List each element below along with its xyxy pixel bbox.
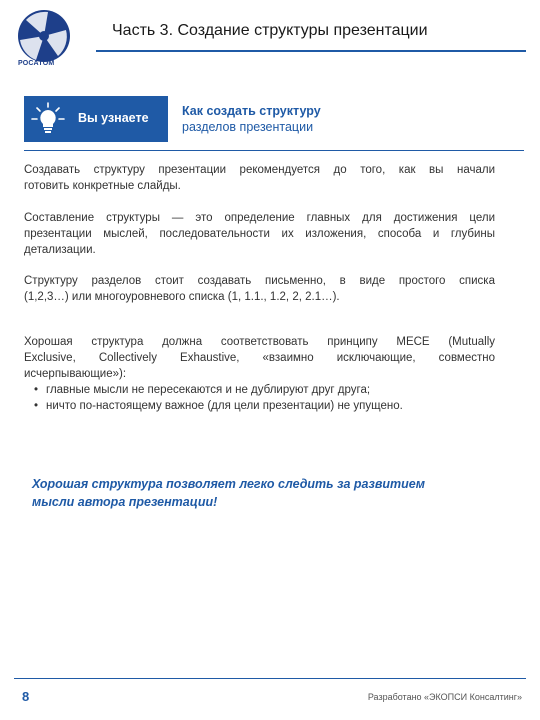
learn-topic-line-2: разделов презентации <box>182 120 314 134</box>
learn-topic-line-1: Как создать структуру <box>182 104 321 118</box>
paragraph-mece <box>24 334 495 414</box>
page-title: Часть 3. Создание структуры презентации <box>112 22 428 39</box>
logo-wordmark: РОСАТОМ <box>18 60 55 67</box>
paragraph-line: презентации мыслей, последовательности их изложения, способа и глубины <box>24 228 495 240</box>
paragraph-line: (1,2,3…) или многоуровневого списка (1, 1.1., 1.2, 2, 2.1…). <box>24 291 340 303</box>
paragraph-line: Составление структуры — это определение главных для достижения цели <box>24 212 495 224</box>
list-item: • главные мысли не пересекаются и не дублируют друг друга; <box>24 382 495 398</box>
paragraph-line: Создавать структуру презентации рекомендуется до того, как вы начали <box>24 164 495 176</box>
paragraph-line: Exclusive, Collectively Exhaustive, «взаимно исключающие, совместно <box>24 352 495 364</box>
paragraph-line: Структуру разделов стоит создавать письменно, в виде простого списка <box>24 275 495 287</box>
you-will-learn-label: Вы узнаете <box>78 111 149 125</box>
page-number: 8 <box>22 689 30 704</box>
paragraph-line: Хорошая структура должна соответствовать принципу MECE (Mutually <box>24 336 495 348</box>
you-will-learn-box <box>24 96 168 142</box>
footer-credit: Разработано «ЭКОПСИ Консалтинг» <box>367 692 522 702</box>
learn-topic <box>182 103 321 135</box>
callout-line-2: мысли автора презентации! <box>32 495 218 509</box>
paragraph-line: детализации. <box>24 244 96 256</box>
paragraph-written-list <box>24 273 495 305</box>
paragraph-line: готовить конкретные слайды. <box>24 180 181 192</box>
mece-bullet-list <box>24 382 495 414</box>
paragraph-definition <box>24 210 495 258</box>
lightbulb-icon <box>30 101 66 137</box>
rosatom-logo <box>14 6 78 78</box>
key-takeaway-callout <box>32 475 425 511</box>
footer-divider <box>14 678 526 679</box>
list-item: • ничто по-настоящему важное (для цели презентации) не упущено. <box>24 398 495 414</box>
paragraph-intro <box>24 162 495 194</box>
header-divider <box>96 50 526 52</box>
callout-line-1: Хорошая структура позволяет легко следить за развитием <box>32 477 425 491</box>
section-divider <box>24 150 524 151</box>
paragraph-line: исчерпывающие»): <box>24 368 127 380</box>
